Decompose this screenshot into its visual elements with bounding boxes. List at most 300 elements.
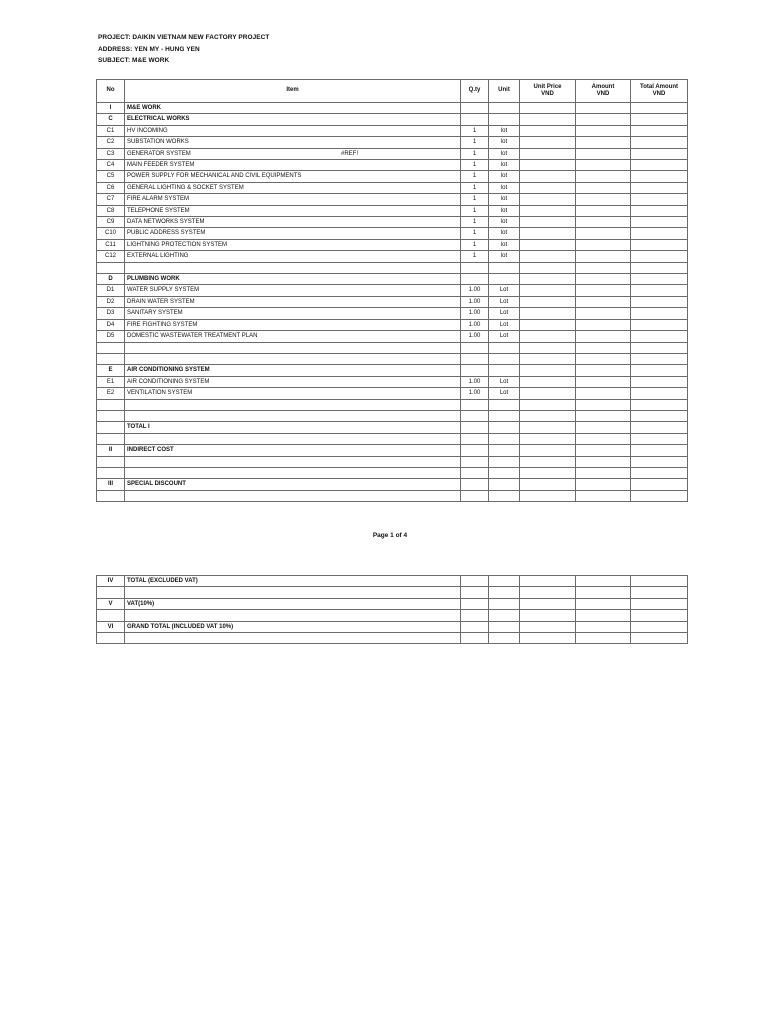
cell-qty	[461, 621, 489, 632]
cell-amount	[576, 479, 631, 490]
cell-qty: 1	[461, 125, 489, 136]
cell-unit: lot	[489, 171, 520, 182]
cell-qty	[461, 262, 489, 273]
cell-qty: 1	[461, 239, 489, 250]
cell-item: FIRE ALARM SYSTEM	[125, 194, 461, 205]
cell-item	[125, 410, 461, 421]
cell-amount	[576, 114, 631, 125]
cell-qty	[461, 353, 489, 364]
cell-no: C12	[97, 251, 125, 262]
cell-total-amount	[631, 422, 688, 433]
cell-qty: 1.00	[461, 308, 489, 319]
cell-qty: 1	[461, 137, 489, 148]
cell-qty: 1	[461, 251, 489, 262]
cell-unit	[489, 262, 520, 273]
table-row	[97, 490, 688, 501]
cell-qty	[461, 576, 489, 587]
table-row	[97, 182, 688, 193]
cell-qty	[461, 114, 489, 125]
table-row	[97, 633, 688, 644]
cell-total-amount	[631, 239, 688, 250]
cell-item: GENERAL LIGHTING & SOCKET SYSTEM	[125, 182, 461, 193]
cell-unit-price	[520, 365, 576, 376]
table-row	[97, 621, 688, 632]
cell-total-amount	[631, 633, 688, 644]
cell-item: TELEPHONE SYSTEM	[125, 205, 461, 216]
cell-unit-price	[520, 422, 576, 433]
col-header-no: No	[97, 80, 125, 103]
cell-total-amount	[631, 365, 688, 376]
cell-no: D2	[97, 296, 125, 307]
cell-total-amount	[631, 610, 688, 621]
cell-amount	[576, 433, 631, 444]
cell-no: V	[97, 598, 125, 609]
cell-no: D5	[97, 331, 125, 342]
cell-qty	[461, 445, 489, 456]
table-row	[97, 587, 688, 598]
cell-no: C1	[97, 125, 125, 136]
table-row	[97, 388, 688, 399]
cell-unit-price	[520, 410, 576, 421]
cell-amount	[576, 633, 631, 644]
cell-unit-price	[520, 103, 576, 114]
cell-total-amount	[631, 125, 688, 136]
project-subject: SUBJECT: M&E WORK	[98, 57, 170, 64]
cell-item: TOTAL (EXCLUDED VAT)	[125, 576, 461, 587]
cell-unit-price	[520, 274, 576, 285]
cell-unit	[489, 422, 520, 433]
cell-total-amount	[631, 228, 688, 239]
cell-unit-price	[520, 125, 576, 136]
cell-no	[97, 410, 125, 421]
cell-qty	[461, 587, 489, 598]
cell-unit	[489, 365, 520, 376]
cell-unit: lot	[489, 228, 520, 239]
cell-item: VENTILATION SYSTEM	[125, 388, 461, 399]
cell-amount	[576, 621, 631, 632]
table-row	[97, 399, 688, 410]
table-row	[97, 410, 688, 421]
cell-unit	[489, 410, 520, 421]
cell-unit: Lot	[489, 296, 520, 307]
cell-total-amount	[631, 285, 688, 296]
cell-unit	[489, 576, 520, 587]
table-row	[97, 114, 688, 125]
cell-item	[125, 610, 461, 621]
cell-no	[97, 490, 125, 501]
table-row	[97, 576, 688, 587]
table-row	[97, 137, 688, 148]
cell-no: C5	[97, 171, 125, 182]
cell-unit-price	[520, 576, 576, 587]
project-title: PROJECT: DAIKIN VIETNAM NEW FACTORY PROJECT	[98, 34, 270, 41]
cell-no: C2	[97, 137, 125, 148]
cell-unit	[489, 479, 520, 490]
cell-amount	[576, 365, 631, 376]
cell-item	[125, 490, 461, 501]
cell-qty	[461, 399, 489, 410]
cell-amount	[576, 353, 631, 364]
table-row	[97, 331, 688, 342]
table-row	[97, 467, 688, 478]
cell-unit: lot	[489, 160, 520, 171]
col-header-unit-price: Unit Price VND	[520, 80, 576, 103]
cell-no: D	[97, 274, 125, 285]
cell-amount	[576, 331, 631, 342]
table-row	[97, 422, 688, 433]
cell-qty	[461, 490, 489, 501]
cell-unit-price	[520, 205, 576, 216]
project-address: ADDRESS: YEN MY - HUNG YEN	[98, 46, 200, 53]
cell-unit-price	[520, 171, 576, 182]
cell-no	[97, 262, 125, 273]
cell-unit	[489, 342, 520, 353]
cell-item: GRAND TOTAL (INCLUDED VAT 10%)	[125, 621, 461, 632]
cell-total-amount	[631, 262, 688, 273]
cell-amount	[576, 148, 631, 159]
cell-no: C10	[97, 228, 125, 239]
cell-unit-price	[520, 610, 576, 621]
cell-item	[125, 456, 461, 467]
cell-no: E	[97, 365, 125, 376]
cell-unit: Lot	[489, 388, 520, 399]
cell-item	[125, 353, 461, 364]
cell-unit: lot	[489, 194, 520, 205]
cell-total-amount	[631, 410, 688, 421]
cell-qty	[461, 342, 489, 353]
col-header-item: Item	[125, 80, 461, 103]
cell-qty	[461, 410, 489, 421]
cell-unit-price	[520, 137, 576, 148]
cell-qty: 1.00	[461, 388, 489, 399]
table-row	[97, 171, 688, 182]
table-row	[97, 433, 688, 444]
cell-total-amount	[631, 137, 688, 148]
cell-amount	[576, 376, 631, 387]
cell-no	[97, 422, 125, 433]
cell-qty	[461, 433, 489, 444]
cell-amount	[576, 285, 631, 296]
cell-unit-price	[520, 456, 576, 467]
cell-amount	[576, 274, 631, 285]
cell-amount	[576, 217, 631, 228]
cell-no: III	[97, 479, 125, 490]
cell-unit-price	[520, 331, 576, 342]
cell-unit-price	[520, 621, 576, 632]
cell-item: FIRE FIGHTING SYSTEM	[125, 319, 461, 330]
cell-unit	[489, 633, 520, 644]
cell-qty	[461, 103, 489, 114]
cell-amount	[576, 182, 631, 193]
table-row	[97, 296, 688, 307]
cell-no: IV	[97, 576, 125, 587]
cell-amount	[576, 251, 631, 262]
cell-unit-price	[520, 633, 576, 644]
cell-item: POWER SUPPLY FOR MECHANICAL AND CIVIL EQUIPMENTS	[125, 171, 461, 182]
cell-unit-price	[520, 228, 576, 239]
table-row	[97, 319, 688, 330]
cell-no: I	[97, 103, 125, 114]
cell-total-amount	[631, 319, 688, 330]
table-row	[97, 194, 688, 205]
cell-total-amount	[631, 205, 688, 216]
cell-no: C9	[97, 217, 125, 228]
cell-amount	[576, 137, 631, 148]
cell-amount	[576, 587, 631, 598]
cell-item	[125, 467, 461, 478]
cell-unit-price	[520, 251, 576, 262]
cell-item: SPECIAL DISCOUNT	[125, 479, 461, 490]
cell-unit-price	[520, 399, 576, 410]
cell-item	[125, 399, 461, 410]
cell-item	[125, 433, 461, 444]
table-row	[97, 456, 688, 467]
cell-item: TOTAL I	[125, 422, 461, 433]
cell-no	[97, 610, 125, 621]
table-row	[97, 308, 688, 319]
table-header-row	[97, 80, 688, 103]
cell-total-amount	[631, 148, 688, 159]
cell-item: #REF! GENERATOR SYSTEM	[125, 148, 461, 159]
cell-unit: lot	[489, 148, 520, 159]
totals-table	[96, 575, 688, 644]
cell-qty	[461, 422, 489, 433]
cell-item	[125, 262, 461, 273]
cell-unit	[489, 587, 520, 598]
table-row	[97, 285, 688, 296]
cell-qty: 1	[461, 182, 489, 193]
cell-no	[97, 587, 125, 598]
cell-amount	[576, 456, 631, 467]
cell-qty: 1	[461, 228, 489, 239]
cell-total-amount	[631, 353, 688, 364]
cell-unit-price	[520, 598, 576, 609]
cell-total-amount	[631, 296, 688, 307]
cell-amount	[576, 171, 631, 182]
cell-unit	[489, 445, 520, 456]
cell-amount	[576, 342, 631, 353]
cell-total-amount	[631, 171, 688, 182]
table-row	[97, 342, 688, 353]
cell-total-amount	[631, 103, 688, 114]
cell-item: DATA NETWORKS SYSTEM	[125, 217, 461, 228]
table-row	[97, 205, 688, 216]
cell-no: C3	[97, 148, 125, 159]
table-row	[97, 160, 688, 171]
cell-item: INDIRECT COST	[125, 445, 461, 456]
cell-item	[125, 633, 461, 644]
cell-total-amount	[631, 160, 688, 171]
cell-item	[125, 342, 461, 353]
cell-no: C6	[97, 182, 125, 193]
cell-unit	[489, 399, 520, 410]
cell-unit-price	[520, 114, 576, 125]
cell-no	[97, 633, 125, 644]
cell-amount	[576, 576, 631, 587]
cell-item: DRAIN WATER SYSTEM	[125, 296, 461, 307]
cell-total-amount	[631, 479, 688, 490]
cell-no: C	[97, 114, 125, 125]
cell-amount	[576, 445, 631, 456]
cell-no: II	[97, 445, 125, 456]
cell-unit	[489, 456, 520, 467]
cell-item: M&E WORK	[125, 103, 461, 114]
cell-unit	[489, 103, 520, 114]
cell-no: E1	[97, 376, 125, 387]
cell-total-amount	[631, 331, 688, 342]
cell-no: C4	[97, 160, 125, 171]
cell-item: AIR CONDITIONING SYSTEM	[125, 365, 461, 376]
cell-total-amount	[631, 376, 688, 387]
cell-unit-price	[520, 388, 576, 399]
cell-total-amount	[631, 399, 688, 410]
cell-unit-price	[520, 285, 576, 296]
cell-item: ELECTRICAL WORKS	[125, 114, 461, 125]
cell-total-amount	[631, 114, 688, 125]
table-row	[97, 610, 688, 621]
cell-amount	[576, 194, 631, 205]
cell-unit-price	[520, 148, 576, 159]
table-row	[97, 217, 688, 228]
cell-unit	[489, 467, 520, 478]
cell-unit-price	[520, 353, 576, 364]
col-header-amount: Amount VND	[576, 80, 631, 103]
cell-amount	[576, 205, 631, 216]
cell-unit: lot	[489, 205, 520, 216]
cell-qty: 1	[461, 217, 489, 228]
cell-unit	[489, 610, 520, 621]
table-row	[97, 262, 688, 273]
cell-amount	[576, 296, 631, 307]
cell-item: EXTERNAL LIGHTING	[125, 251, 461, 262]
cell-item: MAIN FEEDER SYSTEM	[125, 160, 461, 171]
cell-amount	[576, 239, 631, 250]
cell-unit: Lot	[489, 331, 520, 342]
cell-unit: Lot	[489, 285, 520, 296]
cell-no: E2	[97, 388, 125, 399]
cell-total-amount	[631, 182, 688, 193]
cell-unit: lot	[489, 182, 520, 193]
cell-amount	[576, 319, 631, 330]
cell-unit: Lot	[489, 319, 520, 330]
cell-unit	[489, 490, 520, 501]
cell-no	[97, 342, 125, 353]
cell-amount	[576, 610, 631, 621]
col-header-unit: Unit	[489, 80, 520, 103]
cell-item	[125, 587, 461, 598]
table-row	[97, 103, 688, 114]
cell-item: WATER SUPPLY SYSTEM	[125, 285, 461, 296]
cell-item: VAT(10%)	[125, 598, 461, 609]
cell-unit: lot	[489, 137, 520, 148]
cell-unit: Lot	[489, 376, 520, 387]
cell-total-amount	[631, 342, 688, 353]
table-row	[97, 479, 688, 490]
cell-unit-price	[520, 308, 576, 319]
cell-unit: Lot	[489, 308, 520, 319]
cell-unit: lot	[489, 239, 520, 250]
cell-qty: 1.00	[461, 376, 489, 387]
cell-no: C7	[97, 194, 125, 205]
cell-total-amount	[631, 456, 688, 467]
table-row	[97, 365, 688, 376]
cell-unit-price	[520, 490, 576, 501]
cell-amount	[576, 422, 631, 433]
cell-unit-price	[520, 587, 576, 598]
table-row	[97, 251, 688, 262]
cell-unit	[489, 274, 520, 285]
cell-qty: 1	[461, 160, 489, 171]
cell-total-amount	[631, 217, 688, 228]
cell-no: VI	[97, 621, 125, 632]
cell-qty: 1.00	[461, 296, 489, 307]
cell-qty: 1.00	[461, 331, 489, 342]
cell-qty: 1	[461, 148, 489, 159]
cell-total-amount	[631, 445, 688, 456]
cell-unit	[489, 621, 520, 632]
cell-no: C11	[97, 239, 125, 250]
cell-no	[97, 433, 125, 444]
table-row	[97, 148, 688, 159]
cell-qty	[461, 467, 489, 478]
cell-no	[97, 399, 125, 410]
table-row	[97, 445, 688, 456]
cell-amount	[576, 160, 631, 171]
cell-total-amount	[631, 490, 688, 501]
table-row	[97, 239, 688, 250]
cell-total-amount	[631, 433, 688, 444]
cell-total-amount	[631, 467, 688, 478]
cell-unit-price	[520, 262, 576, 273]
table-row	[97, 376, 688, 387]
cell-qty	[461, 598, 489, 609]
cell-unit-price	[520, 433, 576, 444]
cell-qty	[461, 633, 489, 644]
cell-item: DOMESTIC WASTEWATER TREATMENT PLAN	[125, 331, 461, 342]
cell-amount	[576, 598, 631, 609]
table-row	[97, 125, 688, 136]
cell-qty	[461, 274, 489, 285]
table-row	[97, 274, 688, 285]
cell-unit-price	[520, 217, 576, 228]
cell-total-amount	[631, 621, 688, 632]
cell-amount	[576, 262, 631, 273]
cell-total-amount	[631, 308, 688, 319]
col-header-qty: Q.ty	[461, 80, 489, 103]
cell-unit-price	[520, 467, 576, 478]
cell-qty	[461, 365, 489, 376]
cell-item: PUBLIC ADDRESS SYSTEM	[125, 228, 461, 239]
cell-item: HV INCOMING	[125, 125, 461, 136]
cell-total-amount	[631, 274, 688, 285]
cell-amount	[576, 228, 631, 239]
cell-qty: 1	[461, 194, 489, 205]
cell-unit-price	[520, 194, 576, 205]
cell-amount	[576, 399, 631, 410]
cell-unit-price	[520, 160, 576, 171]
cell-amount	[576, 308, 631, 319]
cell-unit-price	[520, 296, 576, 307]
cell-item: LIGHTNING PROTECTION SYSTEM	[125, 239, 461, 250]
cell-unit-price	[520, 239, 576, 250]
cell-unit-price	[520, 342, 576, 353]
table-row	[97, 228, 688, 239]
cell-unit	[489, 114, 520, 125]
cell-total-amount	[631, 251, 688, 262]
cell-total-amount	[631, 388, 688, 399]
cell-no	[97, 353, 125, 364]
cell-unit: lot	[489, 125, 520, 136]
